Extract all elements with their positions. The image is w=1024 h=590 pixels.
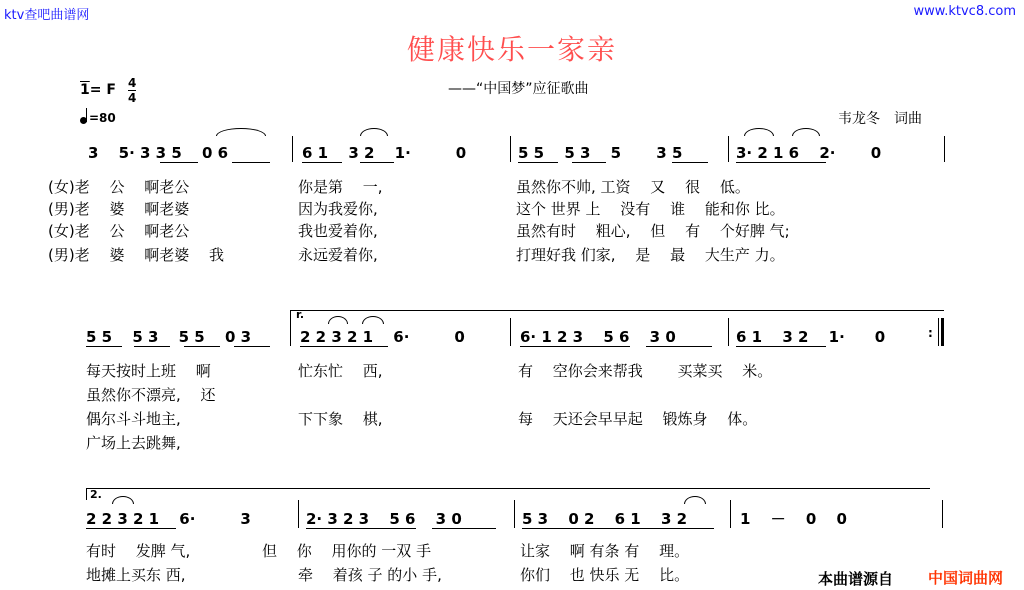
lyric-line: 有时 发脾 气, [86,542,191,560]
lyric-line: 但 你 用你的 一双 手 [262,542,432,560]
song-subtitle: ——“中国梦”应征歌曲 [448,81,589,97]
lyric-line: 永远爱着你, [298,246,378,264]
lyric-line: 虽然有时 粗心, 但 有 个好脾 气; [516,222,790,240]
barline [944,136,945,162]
lyric-line: (男)老 婆 啊老婆 [48,200,190,218]
watermark-left: ktv查吧曲谱网 [4,8,90,23]
volta-mark: 2. [90,488,102,501]
repeat-barline-thick [941,318,944,346]
beam-underline [302,162,342,163]
beam-underline [234,346,270,347]
slur-arc [328,316,348,324]
barline [942,500,943,528]
beam-underline [520,346,630,347]
slur-arc [684,496,706,504]
measure-4-notes: 3· 2 1 6 2· 0 [736,144,882,162]
lyric-line: 下下象 棋, [298,410,383,428]
beam-underline [86,346,122,347]
tempo-value: =80 [89,111,116,125]
footer-source-label: 本曲谱源自 [818,570,894,588]
key-letter: = F [89,82,116,98]
lyric-line: 虽然你不漂亮, 还 [86,386,216,404]
beam-underline [572,162,606,163]
note-stem [86,108,87,122]
measure-5-notes: 5 5 5 3 5 5 0 3 [86,328,252,346]
measure-2-notes: 6 1 3 2 1· 0 [302,144,467,162]
beam-underline [360,162,394,163]
beam-underline [736,346,826,347]
lyric-line: 有 空你会来帮我 买菜买 米。 [518,362,773,380]
beam-underline [522,528,714,529]
beam-underline [518,162,558,163]
beam-underline [736,162,826,163]
measure-12-notes: 1 － 0 0 [740,510,847,528]
lyric-line: (男)老 婆 啊老婆 我 [48,246,225,264]
lyric-line: 地摊上买东 西, [86,566,186,584]
measure-11-notes: 5 3 0 2 6 1 3 2 [522,510,688,528]
repeat-dots: : [928,326,933,340]
barline [292,136,293,162]
lyric-line: 每天按时上班 啊 [86,362,211,380]
lyric-line: 广场上去跳舞, [86,434,181,452]
beam-underline [646,346,712,347]
volta-bracket-side [86,488,87,500]
slur-arc [792,128,820,136]
lyric-line: 打理好我 们家, 是 最 大生产 力。 [516,246,785,264]
beam-underline [134,346,170,347]
lyric-line: 忙东忙 西, [298,362,383,380]
footer-site-link[interactable]: 中国词曲网 [928,569,1004,587]
key-one: 1 [80,82,90,98]
watermark-right: www.ktvc8.com [913,4,1016,19]
beam-underline [232,162,270,163]
meter-bottom: 4 [128,91,137,105]
barline [728,318,729,346]
barline [510,136,511,162]
barline [510,318,511,346]
measure-9-notes: 2 2 3 2 1 6· 3 [86,510,251,528]
beam-underline [86,528,176,529]
slur-arc [360,128,388,136]
key-signature [80,82,116,98]
slur-arc [216,128,266,136]
song-title: 健康快乐一家亲 [406,33,617,66]
measure-7-notes: 6· 1 2 3 5 6 3 0 [520,328,676,346]
volta-mark: r. [296,308,305,321]
time-signature [128,76,136,105]
beam-underline [432,528,496,529]
volta-bracket [86,488,930,489]
lyric-line: 偶尔斗斗地主, [86,410,181,428]
lyric-line: 因为我爱你, [298,200,378,218]
beam-underline [160,162,198,163]
beam-underline [184,346,220,347]
lyric-line: 你是第 一, [298,178,383,196]
measure-8-notes: 6 1 3 2 1· 0 [736,328,886,346]
lyric-line: (女)老 公 啊老公 [48,222,190,240]
barline [728,136,729,162]
lyric-line: 让家 啊 有条 有 理。 [520,542,690,560]
barline [730,500,731,528]
lyric-line: 牵 着孩 子 的小 手, [298,566,442,584]
lyric-line: 每 天还会早早起 锻炼身 体。 [518,410,758,428]
barline [514,500,515,528]
author-credit: 韦龙冬 词曲 [838,111,922,127]
lyric-line: 你们 也 快乐 无 比。 [520,566,690,584]
beam-underline [672,162,708,163]
measure-10-notes: 2· 3 2 3 5 6 3 0 [306,510,462,528]
meter-top: 4 [128,76,137,90]
measure-3-notes: 5 5 5 3 5 3 5 [518,144,683,162]
tempo-mark [80,108,116,125]
beam-underline [306,528,416,529]
lyric-line: 这个 世界 上 没有 谁 能和你 比。 [516,200,785,218]
volta-bracket [290,310,944,311]
measure-1-notes: 3 5· 3 3 5 0 6 [88,144,229,162]
measure-6-notes: 2 2 3 2 1 6· 0 [300,328,465,346]
beam-underline [300,346,388,347]
slur-arc [112,496,134,504]
lyric-line: 我也爱着你, [298,222,378,240]
barline [298,500,299,528]
lyric-line: 虽然你不帅, 工资 又 很 低。 [516,178,750,196]
lyric-line: (女)老 公 啊老公 [48,178,190,196]
slur-arc [362,316,384,324]
barline [290,318,291,346]
slur-arc [744,128,774,136]
repeat-barline-thin [938,318,939,346]
